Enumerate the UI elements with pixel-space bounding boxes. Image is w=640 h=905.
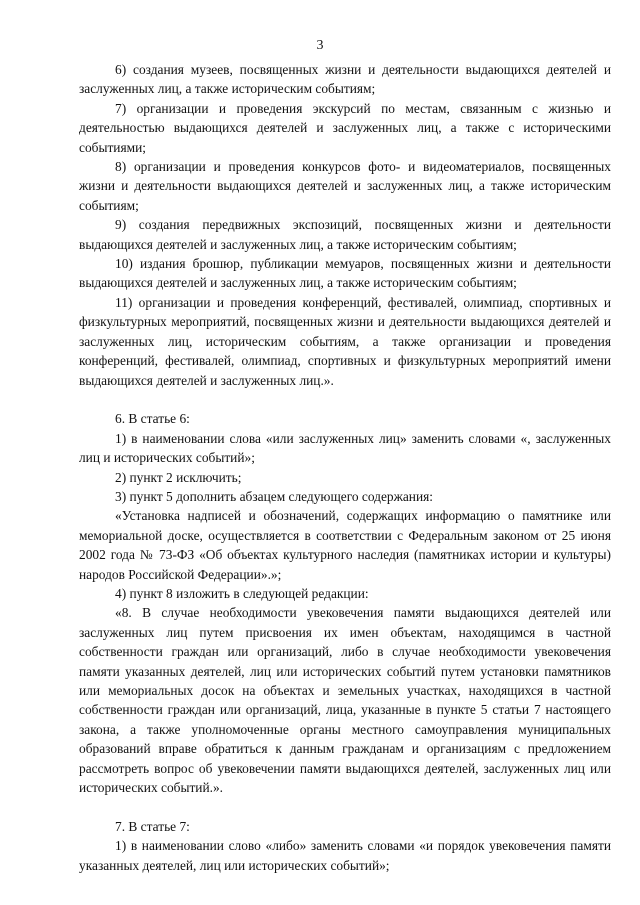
amendment-item-1-article-7: 1) в наименовании слово «либо» заменить словами «и порядок увековечения памяти указанных деятелей, лиц или исторических событий»;	[79, 838, 611, 873]
page-number: 3	[316, 38, 324, 53]
section-heading-article-7: 7. В статье 7:	[115, 818, 190, 834]
amendment-item-4: 4) пункт 8 изложить в следующей редакции:	[115, 585, 369, 601]
section-spacer	[79, 390, 611, 409]
section-spacer	[79, 797, 611, 816]
amendment-item-2: 2) пункт 2 исключить;	[115, 469, 242, 485]
amendment-item-3: 3) пункт 5 дополнить абзацем следующего содержания:	[115, 488, 434, 504]
paragraph-item-9: 9) создания передвижных экспозиций, посвященных жизни и деятельности выдающихся деятелей и заслуженных лиц, а также историческим событиям;	[79, 217, 611, 252]
amendment-item-1: 1) в наименовании слова «или заслуженных лиц» заменить словами «, заслуженных лиц и исторических событий»;	[79, 430, 611, 466]
paragraph-item-11: 11) организации и проведения конференций, фестивалей, олимпиад, спортивных и физкультурных мероприятий, посвященных жизни и деятельности выдающихся деятелей и заслуженных лиц, историческим событиям, а также организации и проведения конференций, фестивалей, олимпиад, спортивных и физкультурных мероприятий имени выдающихся деятелей и заслуженных лиц.».	[79, 294, 611, 388]
paragraph-item-8: 8) организации и проведения конкурсов фото- и видеоматериалов, посвященных жизни и деятельности выдающихся деятелей и заслуженных лиц, а также историческим событиям;	[79, 159, 611, 213]
paragraph-item-10: 10) издания брошюр, публикации мемуаров, посвященных жизни и деятельности выдающихся деятелей и заслуженных лиц, а также историческим событиям;	[79, 256, 611, 291]
section-heading-article-6: 6. В статье 6:	[115, 411, 190, 427]
quoted-paragraph-installation: «Установка надписей и обозначений, содержащих информацию о памятнике или мемориальной доске, осуществляется в соответствии с Федеральным законом от 25 июня 2002 года № 73-ФЗ «Об объектах культурного наследия (памятниках истории и культуры) народов Российской Федерации».»;	[79, 508, 611, 582]
quoted-paragraph-8: «8. В случае необходимости увековечения памяти выдающихся деятелей или заслуженных лиц путем присвоения их имен объектам, находящимся в частной собственности граждан или организаций, либо в случае необходимости увековечения памяти указанных деятелей, лиц или исторических событий путем установки памятников или мемориальных досок на объектах и земельных участках, находящихся в частной собственности граждан или организаций, лица, указанные в пункте 5 статьи 7 настоящего закона, а также уполномоченные органы местного самоуправления муниципальных образований вправе обратиться к данным гражданам и организациям с предложением рассмотреть вопрос об увековечении памяти выдающихся деятелей, заслуженных лиц или исторических событий.».	[79, 605, 611, 796]
paragraph-item-6: 6) создания музеев, посвященных жизни и деятельности выдающихся деятелей и заслуженных лиц, а также историческим событиям;	[79, 62, 611, 97]
document-body	[79, 60, 611, 875]
paragraph-item-7: 7) организации и проведения экскурсий по местам, связанным с жизнью и деятельностью выдающихся деятелей и заслуженных лиц, а также с историческими событиями;	[79, 100, 611, 155]
